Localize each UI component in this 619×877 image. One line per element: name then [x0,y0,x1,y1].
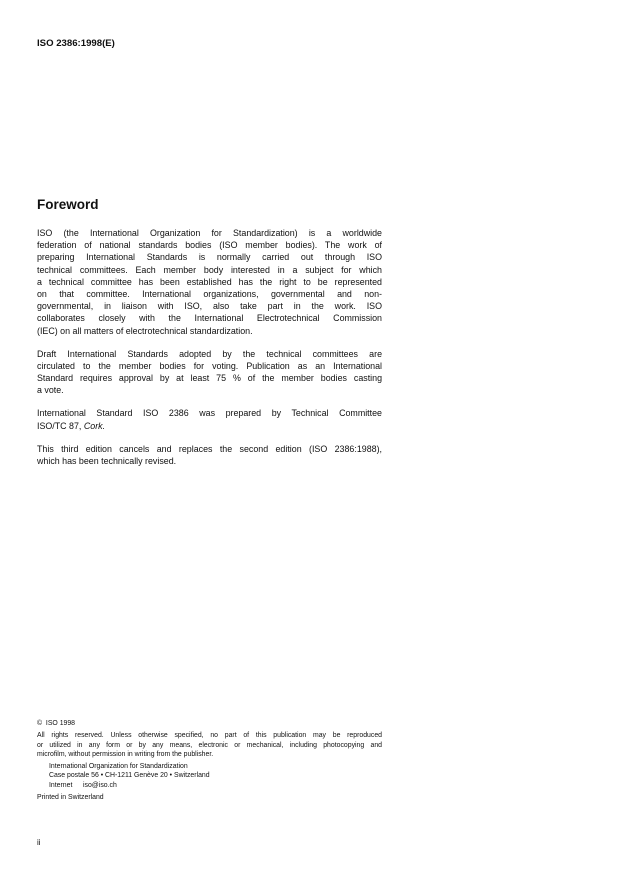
text-line: preparing International Standards is normally carried out through ISO [37,252,382,263]
copyright-notice [37,719,382,802]
text-line: a technical committee has been established has the right to be represented [37,276,382,287]
text-line: a vote. [37,385,64,396]
text-line: on that committee. International organizations, governmental and non- [37,288,382,299]
page-number: ii [37,838,41,847]
paragraph-2 [37,348,382,397]
rights-line: All rights reserved. Unless otherwise specified, no part of this publication may be reproduced [37,732,382,740]
org-address: Case postale 56 • CH-1211 Genève 20 • Switzerland [49,772,210,780]
text-line: technical committees. Each member body interested in a subject for which [37,264,382,275]
internet-line [37,781,382,790]
text-line: ISO (the International Organization for Standardization) is a worldwide [37,228,382,238]
text-line: federation of national standards bodies (ISO member bodies). The work of [37,240,382,251]
paragraph-3 [37,407,382,431]
text-span: ISO/TC 87, [37,420,84,431]
printed-line: Printed in Switzerland [37,794,104,802]
paragraph-1 [37,227,382,337]
document-header: ISO 2386:1998(E) [37,38,115,49]
text-line [37,420,382,432]
copyright-line: © ISO 1998 [37,720,76,727]
rights-line: or utilized in any form or by any means, electronic or mechanical, including photocopying and [37,741,382,749]
email-link[interactable]: iso@iso.ch [83,781,117,789]
rights-line: microfilm, without permission in writing from the publisher. [37,750,214,758]
text-line: governmental, in liaison with ISO, also take part in the work. ISO [37,301,382,312]
text-line: International Standard ISO 2386 was prepared by Technical Committee [37,408,382,419]
text-line: This third edition cancels and replaces the second edition (ISO 2386:1988), [37,443,382,454]
internet-label: Internet [49,781,73,789]
text-line: Draft International Standards adopted by the technical committees are [37,348,382,359]
text-line: Standard requires approval by at least 75 % of the member bodies casting [37,373,382,384]
text-line: collaborates closely with the International Electrotechnical Commission [37,313,382,324]
text-line: which has been technically revised. [37,456,177,466]
paragraph-4 [37,443,382,467]
org-name: International Organization for Standardization [49,763,188,771]
foreword-body [37,227,382,478]
section-title: Foreword [37,197,99,212]
committee-name: Cork. [83,420,106,431]
text-line: (IEC) on all matters of electrotechnical standardization. [37,325,253,336]
text-line: circulated to the member bodies for voting. Publication as an International [37,360,382,371]
